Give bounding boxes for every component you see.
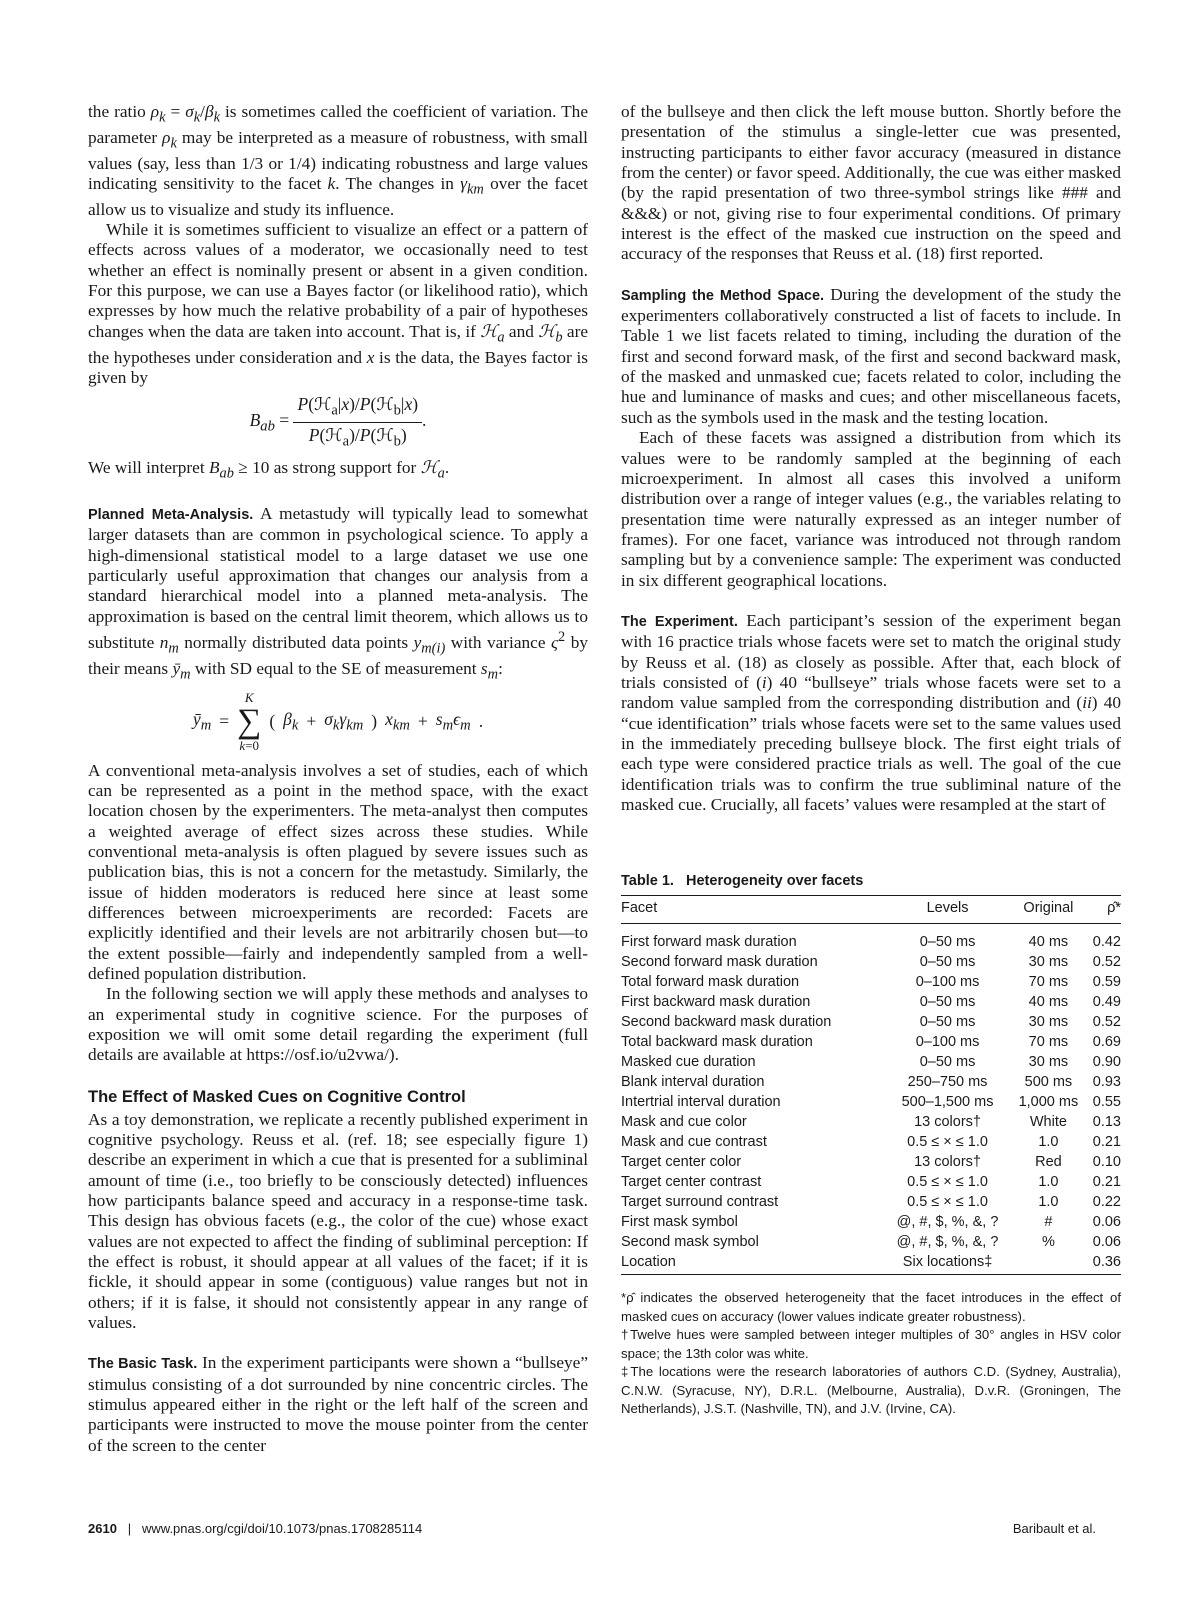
col-facet: Facet	[621, 896, 884, 924]
paragraph: The Basic Task. In the experiment participants were shown a “bullseye” stimulus consisting of a dot surrounded by nine concentric circles. The stimulus appeared either in the right or the left half of the screen and participants were instructed to move the mouse pointer from the center of the screen to the center	[88, 1353, 588, 1455]
cell-facet: Mask and cue color	[621, 1114, 747, 1131]
table-row	[621, 1112, 1121, 1132]
table-title: Table 1. Heterogeneity over facets	[621, 873, 864, 890]
page-footer	[88, 1521, 1096, 1536]
runin-heading: The Basic Task.	[88, 1356, 198, 1373]
table-row	[621, 1252, 1121, 1275]
cell-levels: 0–50 ms	[919, 934, 976, 951]
left-column	[88, 102, 588, 1456]
cell-facet: Target surround contrast	[621, 1194, 779, 1211]
cell-original: Red	[1035, 1154, 1062, 1171]
cell-original: 1.0	[1038, 1194, 1059, 1211]
cell-facet: Blank interval duration	[621, 1074, 765, 1091]
cell-rho: 0.49	[1092, 994, 1121, 1011]
cell-levels: 0.5 ≤ × ≤ 1.0	[907, 1194, 988, 1211]
cell-facet: Mask and cue contrast	[621, 1134, 767, 1151]
cell-original: 40 ms	[1028, 934, 1069, 951]
cell-rho: 0.06	[1092, 1234, 1121, 1251]
table-row	[621, 1192, 1121, 1212]
cell-levels: 500–1,500 ms	[901, 1094, 994, 1111]
cell-original: 30 ms	[1028, 1054, 1069, 1071]
cell-facet: Second backward mask duration	[621, 1014, 832, 1031]
paragraph: Each of these facets was assigned a distribution from which its values were to be randomly sampled at the beginning of each microexperiment. In almost all cases this involved a uniform distribution over a range of integer values (e.g., the variables relating to presentation time were naturally expressed as an integer number of frames). For one facet, variance was introduced not through random sampling but by a convenience sample: The experiment was conducted in six different geographical locations.	[621, 428, 1121, 590]
table-row	[621, 1032, 1121, 1052]
col-original: Original	[1011, 896, 1086, 924]
footer-separator: |	[127, 1521, 132, 1536]
cell-levels: 0–100 ms	[915, 1034, 980, 1051]
cell-facet: Total forward mask duration	[621, 974, 800, 991]
cell-facet: Location	[621, 1252, 884, 1275]
cell-rho: 0.36	[1086, 1252, 1121, 1275]
cell-levels: Six locations‡	[884, 1252, 1011, 1275]
table-row	[621, 1172, 1121, 1192]
paragraph: Planned Meta-Analysis. A metastudy will typically lead to somewhat larger datasets than are common in psychological science. To apply a high-dimensional statistical model to a large dataset we use one particularly useful approximation that changes our analysis from a standard hierarchical model into a planned meta-analysis. The approximation is based on the central limit theorem, which allows us to substitute $n_m$ normally distributed data points $y_{m(i)}$ with variance $\varsigma^2$ by their means $ȳ_m$ with SD equal to the SE of measurement $s_m$:	[88, 504, 588, 683]
cell-facet: Second mask symbol	[621, 1234, 759, 1251]
table-row	[621, 1152, 1121, 1172]
table-body	[621, 924, 1121, 1275]
cell-levels: @, #, $, %, &, ?	[896, 1214, 999, 1231]
cell-levels: 0–50 ms	[919, 1054, 976, 1071]
doi-link[interactable]: www.pnas.org/cgi/doi/10.1073/pnas.1708285114	[142, 1521, 423, 1536]
paragraph: A conventional meta-analysis involves a set of studies, each of which can be represented as a point in the method space, with the exact location chosen by the experimenters. The meta-analyst then computes a weighted average of effect sizes across these studies. While conventional meta-analysis is often plagued by severe issues such as publication bias, this is not a concern for the metastudy. Similarly, the issue of hidden moderators is reduced here since at least some differences between microexperiments are recorded: Facets are explicitly identified and their levels are not arbitrarily chosen but—to the extent possible—fairly and independently sampled from a well-defined population distribution.	[88, 760, 588, 983]
cell-rho: 0.42	[1092, 934, 1121, 951]
table-row	[621, 924, 1121, 953]
cell-rho: 0.69	[1092, 1034, 1121, 1051]
cell-rho: 0.10	[1092, 1154, 1121, 1171]
cell-levels: 0–50 ms	[919, 1014, 976, 1031]
cell-rho: 0.06	[1092, 1214, 1121, 1231]
table-row	[621, 992, 1121, 1012]
table-note: †Twelve hues were sampled between integer multiples of 30° angles in HSV color space; the 13th color was white.	[621, 1327, 1121, 1361]
cell-levels: 250–750 ms	[907, 1074, 988, 1091]
cell-levels: 13 colors†	[914, 1154, 981, 1171]
cell-original: 1.0	[1038, 1134, 1059, 1151]
cell-rho: 0.52	[1092, 954, 1121, 971]
paragraph: of the bullseye and then click the left mouse button. Shortly before the presentation of the stimulus a single-letter cue was presented, instructing participants to either favor accuracy (measured in distance from the center) or favor speed. Additionally, the cue was either masked (by the rapid presentation of two three-symbol strings like ### and &&&) or not, giving rise to four experimental conditions. Of primary interest is the effect of the masked cue instruction on the speed and accuracy of the responses that Reuss et al. (18) first reported.	[621, 102, 1121, 264]
table-1	[621, 873, 1121, 1419]
paragraph: the ratio $\rho_k = \sigma_k/\beta_k$ is sometimes called the coefficient of variation. The parameter $\rho_k$ may be interpreted as a measure of robustness, with small values (say, less than 1/3 or 1/4) indicating robustness and large values indicating sensitivity to the facet k. The changes in $\gamma_{km}$ over the facet allow us to visualize and study its influence.	[88, 102, 588, 219]
cell-facet: Intertrial interval duration	[621, 1094, 781, 1111]
cell-levels: 0–50 ms	[919, 954, 976, 971]
cell-original: %	[1041, 1234, 1055, 1251]
paragraph: In the following section we will apply these methods and analyses to an experimental study in cognitive science. For the purposes of exposition we will omit some detail regarding the experiment (full details are available at https://osf.io/u2vwa/).	[88, 984, 588, 1065]
table-row	[621, 1052, 1121, 1072]
cell-rho: 0.90	[1092, 1054, 1121, 1071]
cell-facet: First mask symbol	[621, 1214, 738, 1231]
table-row	[621, 1212, 1121, 1232]
cell-facet: First forward mask duration	[621, 934, 797, 951]
table-row	[621, 1132, 1121, 1152]
meta-analysis-equation: $ȳ_m$ = K ∑ k=0 ( $\beta_k$ + $\sigma_k\gamma_{km}$ ) $x_{km}$ + $s_m\epsilon_m$ .	[192, 689, 484, 753]
cell-levels: 0.5 ≤ × ≤ 1.0	[907, 1174, 988, 1191]
runin-heading: The Experiment.	[621, 613, 738, 630]
cell-original: 40 ms	[1028, 994, 1069, 1011]
table-header-row	[621, 896, 1121, 924]
cell-rho: 0.13	[1092, 1114, 1121, 1131]
cell-original: 1.0	[1038, 1174, 1059, 1191]
runin-heading: Sampling the Method Space.	[621, 287, 825, 304]
paragraph: We will interpret $B_{ab} \ge 10$ as strong support for ℋ$_a$.	[88, 458, 450, 482]
cell-rho: 0.21	[1092, 1174, 1121, 1191]
table-row	[621, 1092, 1121, 1112]
cell-original: 30 ms	[1028, 1014, 1069, 1031]
cell-levels: @, #, $, %, &, ?	[896, 1234, 999, 1251]
facets-table	[621, 895, 1121, 1275]
runin-heading: Planned Meta-Analysis.	[88, 507, 254, 524]
cell-rho: 0.93	[1092, 1074, 1121, 1091]
table-row	[621, 1012, 1121, 1032]
table-row	[621, 1232, 1121, 1252]
table-row	[621, 1072, 1121, 1092]
cell-original: 1,000 ms	[1018, 1094, 1079, 1111]
cell-facet: Masked cue duration	[621, 1054, 756, 1071]
cell-original: #	[1044, 1214, 1053, 1231]
cell-levels: 0–50 ms	[919, 994, 976, 1011]
cell-rho: 0.22	[1092, 1194, 1121, 1211]
right-column	[621, 102, 1121, 1419]
page-number: 2610	[88, 1521, 117, 1536]
paragraph: As a toy demonstration, we replicate a recently published experiment in cognitive psychology. Reuss et al. (ref. 18; see especially figure 1) describe an experiment in which a cue that is presented for a subliminal amount of time (i.e., too briefly to be consciously detected) influences how participants balance speed and accuracy in a response-time task. This design has obvious facets (e.g., the color of the cue) whose exact values are not expected to affect the finding of subliminal perception: If the effect is robust, it should appear at all values of the facet; if it is fickle, it should appear in some (contiguous) value ranges but not in others; if it is false, it should not consistently appear in any range of values.	[88, 1109, 588, 1333]
cell-original: 70 ms	[1028, 1034, 1069, 1051]
table-row	[621, 972, 1121, 992]
cell-original: White	[1029, 1114, 1067, 1131]
cell-original: 70 ms	[1028, 974, 1069, 991]
table-note: ‡The locations were the research laboratories of authors C.D. (Sydney, Australia), C.N.W. (Syracuse, NY), D.R.L. (Melbourne, Australia), D.v.R. (Groningen, The Netherlands), J.S.T. (Nashville, TN), and J.V. (Irvine, CA).	[621, 1364, 1121, 1417]
paragraph: The Experiment. Each participant’s session of the experiment began with 16 practice trials whose facets were set to match the original study by Reuss et al. (18) as closely as possible. After that, each block of trials consisted of (i) 40 “bullseye” trials whose facets were set to a random value sampled from the corresponding distribution and (ii) 40 “cue identification” trials whose facets were set to the same values used in the immediately preceding bullseye block. The first eight trials of each type were considered practice trials as well. The goal of the cue identification trials was to confirm the true subliminal nature of the masked cue. Crucially, all facets’ values were resampled at the start of	[621, 610, 1122, 814]
col-levels: Levels	[884, 896, 1011, 924]
col-rho: ρ̂*	[1086, 896, 1121, 924]
cell-original: 30 ms	[1028, 954, 1069, 971]
paragraph: Sampling the Method Space. During the development of the study the experimenters collaboratively constructed a list of facets to include. In Table 1 we list facets related to timing, including the duration of the first and second forward mask, of the first and second backward mask, of the masked and unmasked cue; facets related to color, including the hue and luminance of masks and cues; and other miscellaneous facets, such as the symbols used in the mask and the testing location.	[621, 284, 1121, 427]
cell-facet: Target center contrast	[621, 1174, 762, 1191]
cell-levels: 13 colors†	[914, 1114, 981, 1131]
cell-original: 500 ms	[1024, 1074, 1073, 1091]
cell-original	[1011, 1252, 1086, 1275]
paragraph: While it is sometimes sufficient to visualize an effect or a pattern of effects across values of a moderator, we occasionally need to test whether an effect is nominally present or absent in a given condition. For this purpose, we can use a Bayes factor (or likelihood ratio), which expresses by how much the relative probability of a pair of hypotheses changes when the data are taken into account. That is, if ℋ$_a$ and ℋ$_b$ are the hypotheses under consideration and x is the data, the Bayes factor is given by	[88, 220, 588, 387]
table-notes	[621, 1289, 1121, 1419]
cell-levels: 0–100 ms	[915, 974, 980, 991]
cell-rho: 0.52	[1092, 1014, 1121, 1031]
cell-rho: 0.21	[1092, 1134, 1121, 1151]
bayes-factor-equation: $B_{ab}$ = $\frac{P(ℋ_a|x)/P(ℋ_b|x)}{P(ℋ_a)/P(ℋ_b)}$ .	[249, 394, 427, 450]
table-row	[621, 952, 1121, 972]
section-heading: The Effect of Masked Cues on Cognitive Control	[88, 1087, 466, 1106]
table-note: *ρ̂ indicates the observed heterogeneity that the facet introduces in the effect of masked cues on accuracy (lower values indicate greater robustness).	[621, 1290, 1121, 1324]
cell-facet: Target center color	[621, 1154, 742, 1171]
cell-facet: First backward mask duration	[621, 994, 811, 1011]
cell-facet: Total backward mask duration	[621, 1034, 813, 1051]
cell-levels: 0.5 ≤ × ≤ 1.0	[907, 1134, 988, 1151]
cell-facet: Second forward mask duration	[621, 954, 818, 971]
cell-rho: 0.59	[1092, 974, 1121, 991]
author-credit: Baribault et al.	[1012, 1521, 1096, 1536]
cell-rho: 0.55	[1092, 1094, 1121, 1111]
